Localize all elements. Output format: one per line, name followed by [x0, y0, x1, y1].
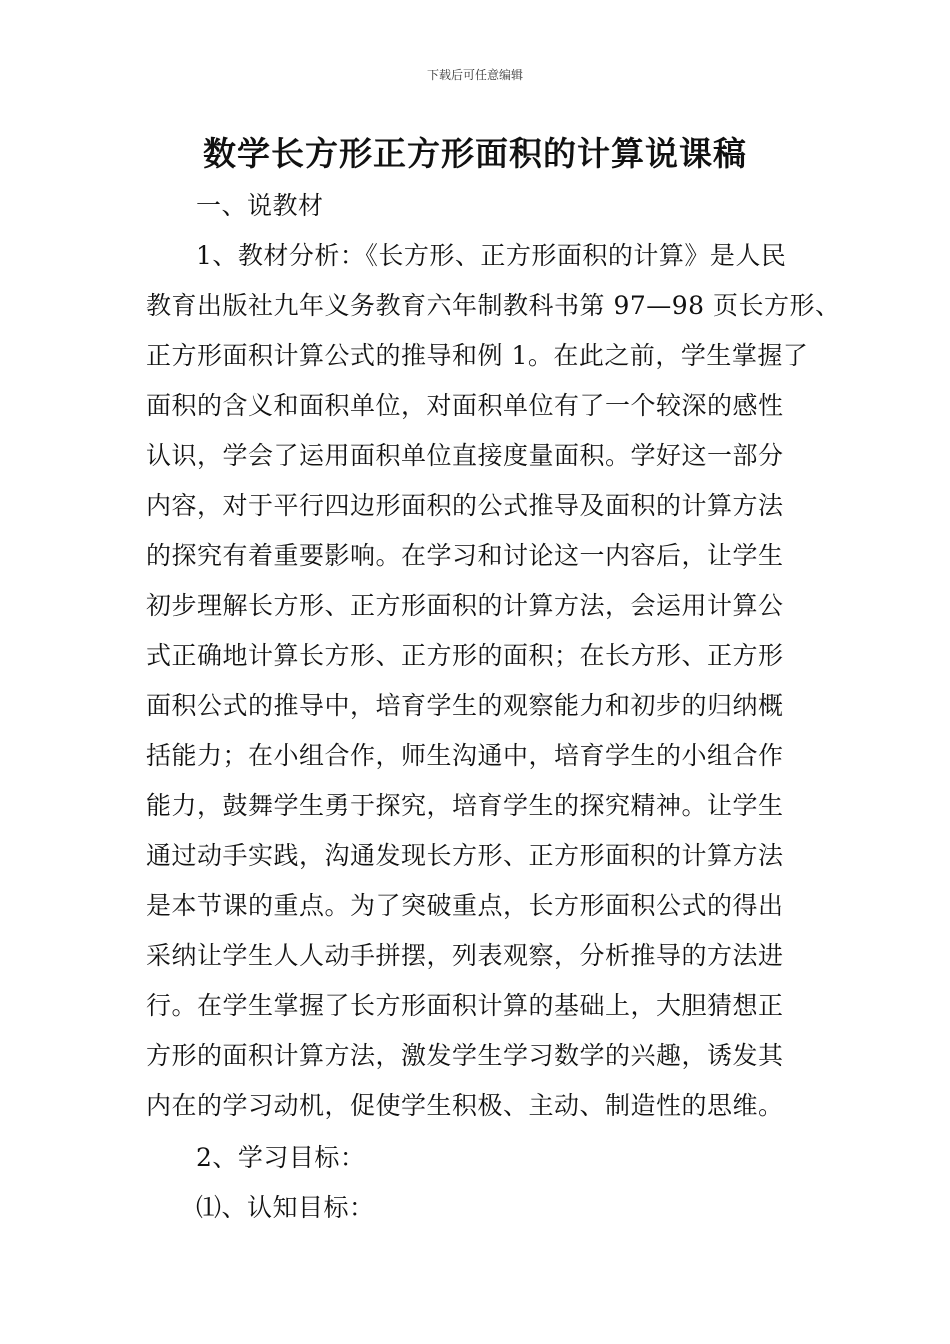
paragraph-line: 是本节课的重点。为了突破重点，长方形面积公式的得出 — [146, 891, 784, 920]
paragraph-line: 方形的面积计算方法，激发学生学习数学的兴趣，诱发其 — [146, 1041, 784, 1070]
paragraph-line: 括能力；在小组合作，师生沟通中，培育学生的小组合作 — [146, 741, 784, 770]
paragraph-line: 的探究有着重要影响。在学习和讨论这一内容后，让学生 — [146, 541, 784, 570]
paragraph-line: 正方形面积计算公式的推导和例 1。在此之前，学生掌握了 — [146, 341, 809, 370]
paragraph-line: 认识，学会了运用面积单位直接度量面积。学好这一部分 — [146, 441, 784, 470]
section-heading: 一、说教材 — [196, 191, 324, 220]
paragraph-line: 内容，对于平行四边形面积的公式推导及面积的计算方法 — [146, 491, 784, 520]
paragraph-line: 面积的含义和面积单位，对面积单位有了一个较深的感性 — [146, 391, 784, 420]
paragraph-line: 面积公式的推导中，培育学生的观察能力和初步的归纳概 — [146, 691, 784, 720]
paragraph-line: 教育出版社九年义务教育六年制教科书第 97—98 页长方形、 — [146, 291, 841, 320]
page-header: 下载后可任意编辑 — [426, 68, 523, 82]
paragraph-line: 内在的学习动机，促使学生积极、主动、制造性的思维。 — [146, 1091, 784, 1120]
document-title: 数学长方形正方形面积的计算说课稿 — [203, 134, 747, 173]
paragraph-line: 初步理解长方形、正方形面积的计算方法，会运用计算公 — [146, 591, 784, 620]
subsection-heading: 2、学习目标： — [196, 1143, 366, 1172]
paragraph-line: 式正确地计算长方形、正方形的面积；在长方形、正方形 — [146, 641, 784, 670]
paragraph-line: 行。在学生掌握了长方形面积计算的基础上，大胆猜想正 — [146, 991, 784, 1020]
paragraph-line: 1、教材分析：《长方形、正方形面积的计算》是人民 — [196, 241, 787, 270]
paragraph-line: 通过动手实践，沟通发现长方形、正方形面积的计算方法 — [146, 841, 784, 870]
subsection-heading: ⑴、认知目标： — [196, 1193, 375, 1222]
paragraph-line: 能力，鼓舞学生勇于探究，培育学生的探究精神。让学生 — [146, 791, 784, 820]
paragraph-line: 采纳让学生人人动手拼摆，列表观察，分析推导的方法进 — [146, 941, 784, 970]
